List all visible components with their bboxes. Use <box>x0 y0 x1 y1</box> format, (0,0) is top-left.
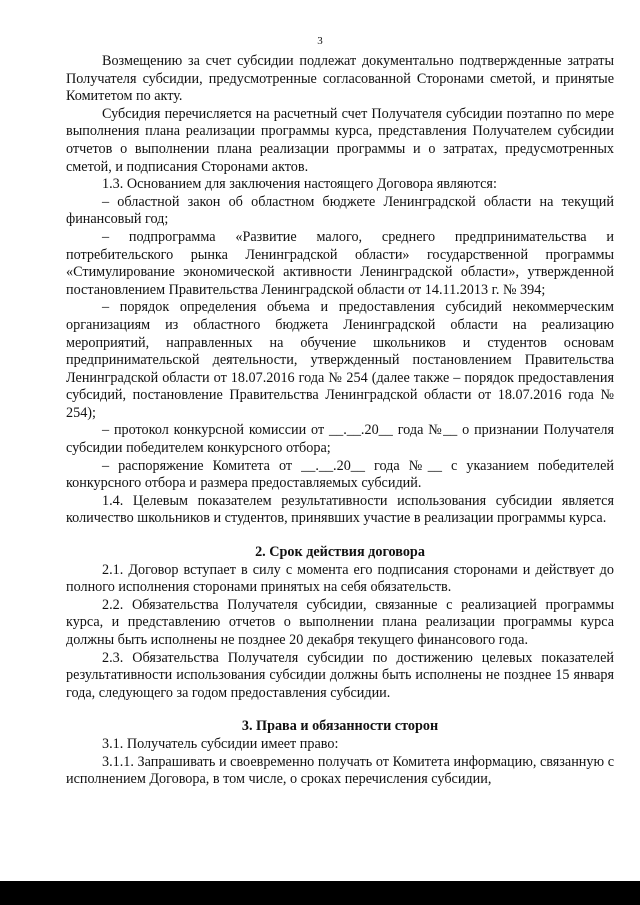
section-heading: 3. Права и обязанности сторон <box>241 718 439 735</box>
list-item: – порядок определения объема и предоставления субсидий некоммерческим организациям из областного бюджета Ленинградской области на реализацию мероприятий, направленных на обучение школьников и студентов основам предпринимательской деятельности, утвержденный постановлением Правительства Ленинградской области от 18.07.2016 года № 254 (далее также – порядок предоставления субсидий, постановление Правительства Ленинградской области от 18.07.2016 года № 254); <box>66 299 614 421</box>
paragraph: 3.1. Получатель субсидии имеет право: <box>102 735 339 752</box>
paragraph: 2.3. Обязательства Получателя субсидии по достижению целевых показателей результативности использования субсидии должны быть исполнены не позднее 15 января года, следующего за годом предоставления субсидии. <box>66 649 614 701</box>
list-item: – областной закон об областном бюджете Ленинградской области на текущий финансовый год; <box>66 193 614 228</box>
scan-border <box>0 881 640 905</box>
page-number: 3 <box>317 35 323 47</box>
paragraph: 3.1.1. Запрашивать и своевременно получать от Комитета информацию, связанную с исполнением Договора, в том числе, о сроках перечисления субсидии, <box>66 753 614 788</box>
list-item: – протокол конкурсной комиссии от __.__.20__ года №__ о признании Получателя субсидии победителем конкурсного отбора; <box>66 422 614 457</box>
document-body <box>66 53 614 789</box>
paragraph: 1.3. Основанием для заключения настоящего Договора являются: <box>102 176 497 193</box>
list-item: – подпрограмма «Развитие малого, среднего предпринимательства и потребительского рынка Ленинградской области» государственной программы «Стимулирование экономической активности Ленинградской области», утвержденной постановлением Правительства Ленинградской области от 14.11.2013 г. № 394; <box>66 228 614 298</box>
paragraph: 1.4. Целевым показателем результативности использования субсидии является количество школьников и студентов, принявших участие в реализации программы курса. <box>66 492 614 527</box>
paragraph: Возмещению за счет субсидии подлежат документально подтвержденные затраты Получателя субсидии, предусмотренные согласованной Сторонами сметой, и принятые Комитетом по акту. <box>66 53 614 105</box>
list-item: – распоряжение Комитета от __.__.20__ года №__ с указанием победителей конкурсного отбора и размера предоставляемых субсидий. <box>66 457 614 492</box>
section-heading: 2. Срок действия договора <box>255 544 425 561</box>
paragraph: 2.1. Договор вступает в силу с момента его подписания сторонами и действует до полного исполнения сторонами принятых на себя обязательств. <box>66 561 614 596</box>
paragraph: Субсидия перечисляется на расчетный счет Получателя субсидии поэтапно по мере выполнения плана реализации программы курса, представления Получателем субсидии отчетов о выполнении плана реализации программы и о затратах, предусмотренных сметой, и подписания Сторонами актов. <box>66 105 614 175</box>
paragraph: 2.2. Обязательства Получателя субсидии, связанные с реализацией программы курса, и представлению отчетов о выполнении плана реализации программы курса должны быть исполнены не позднее 20 декабря текущего финансового года. <box>66 596 614 648</box>
